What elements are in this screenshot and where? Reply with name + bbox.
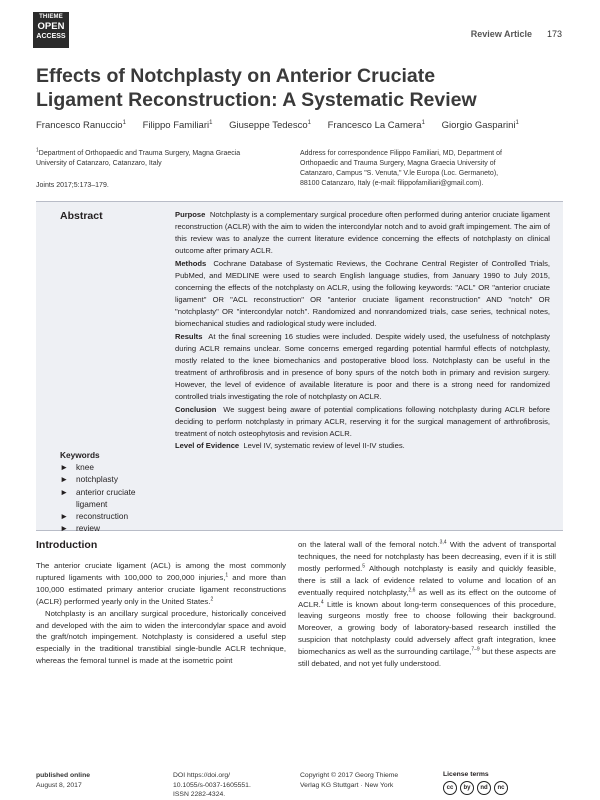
methods-heading: Methods — [175, 258, 207, 268]
logo-line-1: THIEME — [39, 14, 63, 20]
cc-icon: cc — [443, 781, 457, 795]
logo-line-2: OPEN — [37, 21, 65, 32]
level-of-evidence-text: Level IV, systematic review of level II-IV studies. — [243, 440, 405, 450]
abstract-heading: Abstract — [60, 210, 103, 222]
keyword-item: ► notchplasty — [60, 474, 118, 485]
body-column-left: The anterior cruciate ligament (ACL) is among the most commonly ruptured ligaments with 100,000 to 200,000 injuries,$^1$ and more than 100,000 estimated primary anterior cruciate ligament reconstructions (ACLR) performed yearly only in the United States.$^2$ Notchplasty is an ancillary surgical procedure, historically conceived and developed with the aim to widen the intercondylar space and avoid the graft/notch impingement. Notchplasty is considered a useful step especially in the traditional transtibial single-bundle ACLR technique, whereas the femoral tunnel is made at the isometric point — [36, 561, 286, 666]
keyword-item: ► review — [60, 523, 100, 534]
results-text: At the final screening 16 studies were included. Despite widely used, the usefulness of notchplasty during ACLR remains unclear. Some concerns emerged regarding potential harmful effects of notchplasty, mostly related to the knee biomechanics and postoperative blood loss. Notchplasty can be useful in the treatment of arthrofibrosis and in presence of bony spurs of the notch both in primary and revision surgery. However, the level of evidence of available literature is poor and there is a strong need for randomized controlled trials investigating the role of notchplasty on ACLR. — [175, 331, 550, 402]
keywords-list — [60, 449, 165, 534]
intro-paragraph-2: Notchplasty is an ancillary surgical procedure, historically conceived and developed with the aim to widen the intercondylar space and avoid the graft/notch impingement. Notchplasty is considered a useful step especially in the traditional transtibial single-bundle ACLR technique, whereas the femoral tunnel is made at the isometric point — [36, 608, 286, 666]
thieme-open-access-logo — [33, 12, 69, 48]
copyright: Copyright © 2017 Georg Thieme Verlag KG Stuttgart · New York — [300, 772, 399, 789]
abstract-box — [36, 201, 563, 534]
doi-link[interactable]: DOI https://doi.org/ — [173, 772, 231, 779]
license-icons — [443, 781, 563, 795]
affiliation: $^1$Department of Orthopaedic and Trauma Surgery, Magna Graecia University of Catanzaro, Catanzaro, Italy — [36, 147, 241, 167]
author: Giorgio Gasparini$^1$ — [441, 119, 519, 131]
keyword-item: ► reconstruction — [60, 511, 129, 522]
keyword-item: ► anterior cruciate ligament — [60, 486, 136, 509]
page-number: 173 — [546, 29, 562, 39]
by-icon: by — [460, 781, 474, 795]
abstract-body — [175, 209, 550, 452]
author-list — [36, 120, 533, 131]
title-line-2: Ligament Reconstruction: A Systematic Review — [36, 89, 477, 111]
conclusion-text: We suggest being aware of potential complications following notchplasty during ACLR before deciding to perform notchplasty in primary ACLR, reserving it for the surgical management of arthrofibrosis, treatment of notch osteophytosis and revision ACLR. — [175, 404, 550, 438]
author: Francesco Ranuccio$^1$ — [36, 119, 126, 131]
journal-citation: Joints 2017;5:173–179. — [36, 182, 109, 189]
purpose-heading: Purpose — [175, 210, 206, 219]
keywords-heading: Keywords — [60, 450, 100, 460]
nc-icon: nc — [494, 781, 508, 795]
results-heading: Results — [175, 331, 203, 341]
license-label[interactable]: License terms — [443, 771, 489, 778]
title-line-1: Effects of Notchplasty on Anterior Cruciate — [36, 65, 436, 87]
author: Francesco La Camera$^1$ — [327, 119, 425, 131]
methods-text: Cochrane Database of Systematic Reviews, the Cochrane Central Register of Controlled Trials, PubMed, and MEDLINE were used to search English language studies, from January 1990 to July 2015, concerning the effects of the notchplasty on ACLR, using the following keywords: "ACL" OR "anterior cruciate ligament" OR "ACL reconstruction" OR "anterior cruciate ligament reconstruction" AND "notch" OR "notchplasty" OR "intercondylar notch". Randomized and nonrandomized trials, case series, technical notes, biomechanical studies and radiological study were included. — [175, 258, 550, 329]
doi-info: DOI https://doi.org/ 10.1055/s-0037-1605551. ISSN 2282-4324. — [173, 772, 251, 798]
level-of-evidence-heading: Level of Evidence — [175, 440, 240, 450]
introduction-heading: Introduction — [36, 539, 98, 551]
correspondence-address: Address for correspondence Filippo Familiari, MD, Department of Orthopaedic and Trauma Surgery, Magna Graecia University of Catanzaro, Campus "S. Venuta," V.le Europa (Loc. Germaneto), 88100 Catanzaro, Italy (e-mail: filippofamiliari@gmail.com). — [300, 150, 502, 187]
conclusion-heading: Conclusion — [175, 404, 217, 414]
article-type: Review Article — [470, 29, 532, 39]
purpose-text: Notchplasty is a complementary surgical procedure often performed during anterior cruciate ligament reconstruction (ACLR) with the aim to widen the intercondylar notch and to avoid graft impingement. The aim of this review was to analyze the current literature evidence concerning the effects of notchplasty on clinical outcome after primary ACLR. — [175, 210, 550, 256]
keyword-item: ► knee — [60, 462, 94, 473]
publication-date: published online August 8, 2017 — [36, 772, 90, 789]
nd-icon: nd — [477, 781, 491, 795]
author: Filippo Familiari$^1$ — [142, 119, 213, 131]
author: Giuseppe Tedesco$^1$ — [229, 119, 311, 131]
body-column-right: on the lateral wall of the femoral notch.$^{3,4}$ With the advent of transportal techniques, the need for notchplasty has been decreasing, even if it is still mostly performed.$^5$ Although notchplasty is easily and quickly feasible, there is still a lack of evidence related to volume and location of an eventually required notchplasty,$^{2,6}$ as well as its effect on the outcome of ACLR.$^4$ Little is known about long-term consequences of this procedure, leaving surgeons mostly free to choose following their background. Moreover, a growing body of laboratory-based research instilled the suspicion that notchplasty could adversely affect graft integration, knee biomechanics as well as the surrounding cartilage,$^{7-9}$ but these aspects are still debated, and not yet fully understood. — [298, 539, 557, 669]
license-terms — [443, 771, 563, 795]
article-title — [36, 64, 536, 112]
logo-line-3: ACCESS — [36, 32, 66, 40]
